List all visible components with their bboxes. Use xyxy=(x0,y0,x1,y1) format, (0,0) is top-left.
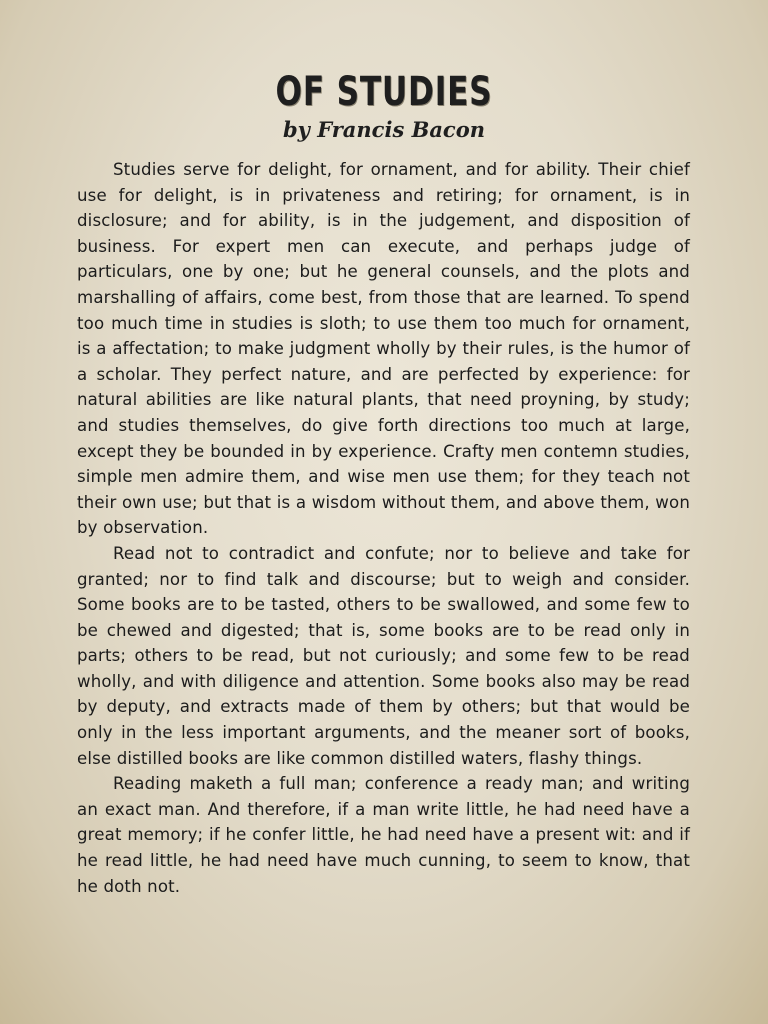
paragraph-3: Reading maketh a full man; conference a ready man; and writing an exact man. And therefore, if a man write little, he had need have a great memory; if he confer little, he had need have a present wit: and if he read little, he had need have much cunning, to seem to know, that he doth not. xyxy=(77,774,690,896)
paragraph-1: Studies serve for delight, for ornament, and for ability. Their chief use for delight, is in privateness and retiring; for ornament, is in disclosure; and for ability, is in the judgement, and disposition of business. For expert men can execute, and perhaps judge of particulars, one by one; but he general counsels, and the plots and marshalling of affairs, come best, from those that are learned. To spend too much time in studies is sloth; to use them too much for ornament, is a affectation; to make judgment wholly by their rules, is the humor of a scholar. They perfect nature, and are perfected by experience: for natural abilities are like natural plants, that need proyning, by study; and studies themselves, do give forth directions too much at large, except they be bounded in by experience. Crafty men contemn studies, simple men admire them, and wise men use them; for they teach not their own use; but that is a wisdom without them, and above them, won by observation. xyxy=(77,160,690,538)
paragraph-2: Read not to contradict and confute; nor to believe and take for granted; nor to find talk and discourse; but to weigh and consider. Some books are to be tasted, others to be swallowed, and some few to be chewed and digested; that is, some books are to be read only in parts; others to be read, but not curiously; and some few to be read wholly, and with diligence and attention. Some books also may be read by deputy, and extracts made of them by others; but that would be only in the less important arguments, and the meaner sort of books, else distilled books are like common distilled waters, flashy things. xyxy=(77,543,690,768)
essay-body xyxy=(77,157,690,899)
document-title: OF STUDIES xyxy=(275,69,493,115)
author-byline: by Francis Bacon xyxy=(283,117,485,142)
